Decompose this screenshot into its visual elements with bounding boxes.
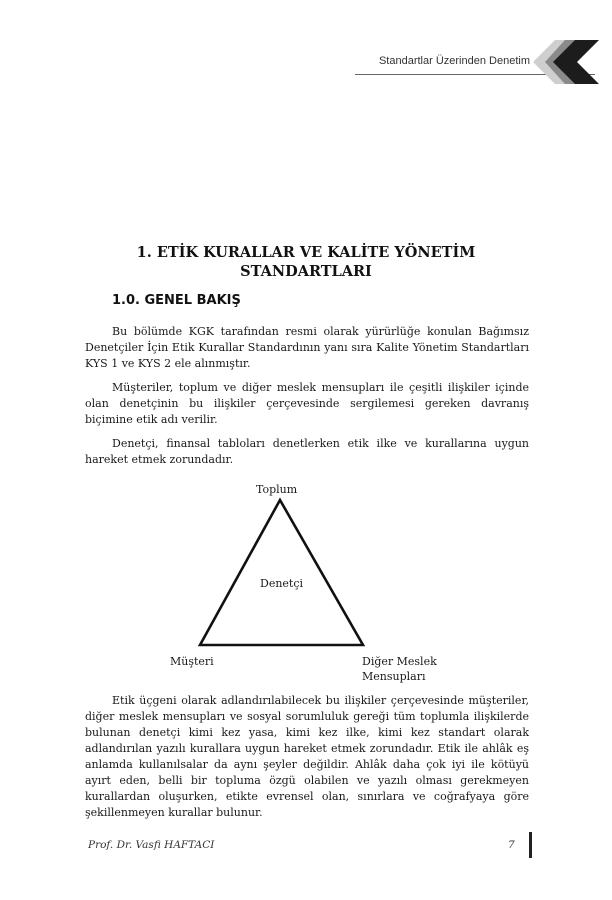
label-right-line-1: Diğer Meslek [362,655,437,668]
paragraph-3: Denetçi, finansal tabloları denetlerken etik ilke ve kurallarına uygun hareket etmek zorundadır. [85,437,529,466]
section-title: 1.0. GENEL BAKIŞ [112,293,241,308]
label-musteri: Müşteri [170,655,214,668]
chapter-title [60,243,552,281]
label-denetci: Denetçi [260,577,304,590]
paragraph-4: Etik üçgeni olarak adlandırılabilecek bu ilişkiler çerçevesinde müşteriler, diğer meslek mensupları ve sosyal sorumluluk gereği tüm toplumla ilişkilerde bulunan denetçi kimi kez yasa, kimi kez ilke, kimi kez standart olarak adlandırılan yazılı kurallara uygun hareket etmek zorundadır. Etik ile ahlâk eş anlamda kullanılsalar da aynı şeyler değildir. Ahlâk daha çok iyi ile kötüyü ayırt eden, belli bir topluma özgü olabilen ve yazılı olması gerekmeyen kurallardan oluşurken, etikte evrensel olan, sınırlara ve coğrafyaya göre şekillenmeyen kurallar bulunur. [85,694,529,819]
label-toplum: Toplum [256,483,298,496]
footer-author: Prof. Dr. Vasfi HAFTACI [88,839,215,851]
ethics-triangle-diagram [150,478,470,688]
label-right-line-2: Mensupları [362,670,426,683]
chapter-title-line-1: 1. ETİK KURALLAR VE KALİTE YÖNETİM [136,244,476,261]
running-header: Standartlar Üzerinden Denetim [378,55,530,67]
triple-chevron-left-icon [533,40,599,84]
paragraph-2: Müşteriler, toplum ve diğer meslek mensupları ile çeşitli ilişkiler içinde olan denetçinin bu ilişkiler çerçevesinde sergilemesi gereken davranış biçimine etik adı verilir. [85,381,529,426]
paragraph-1: Bu bölümde KGK tarafından resmi olarak yürürlüğe konulan Bağımsız Denetçiler İçin Etik Kurallar Standardının yanı sıra Kalite Yönetim Standartları KYS 1 ve KYS 2 ele alınmıştır. [85,325,529,370]
page-number: 7 [508,839,515,851]
chapter-title-line-2: STANDARTLARI [240,263,372,280]
footer-bar [529,832,532,858]
label-diger-meslek-mensuplari [362,654,472,684]
